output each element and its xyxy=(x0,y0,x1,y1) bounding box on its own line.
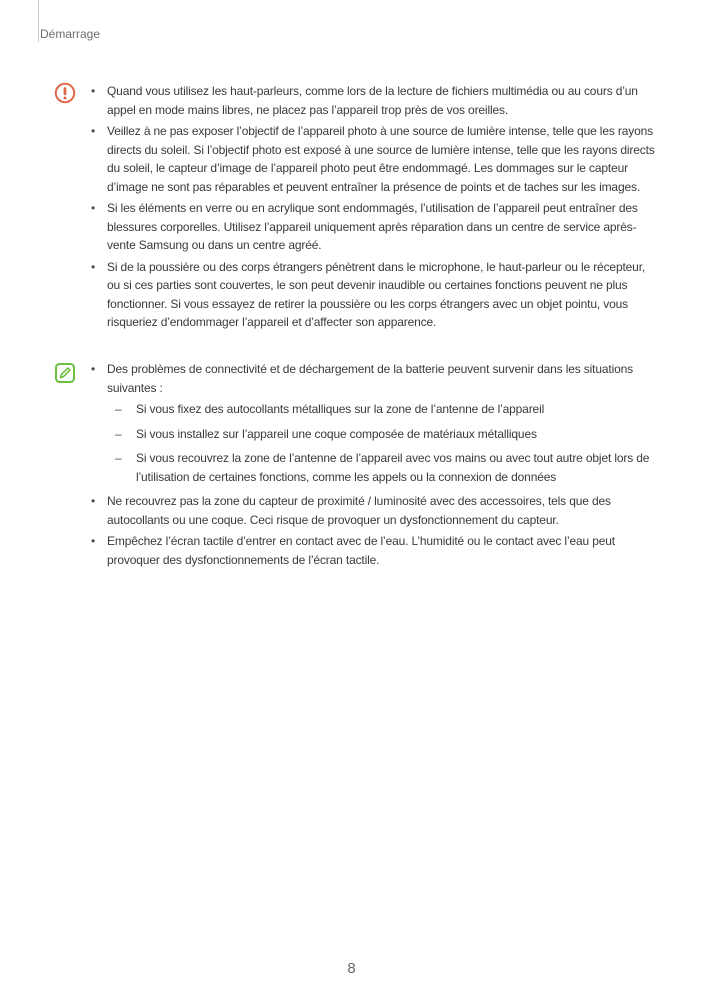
note-subitem: – Si vous recouvrez la zone de l’antenne de l’appareil avec vos mains ou avec tout autre objet lors de l’utilisation de certaines fonctions, comme les appels ou la connexion de données xyxy=(107,449,655,486)
header-rule xyxy=(38,0,39,42)
note-item: • Ne recouvrez pas la zone du capteur de proximité / luminosité avec des accessoires, tels que des autocollants ou une coque. Ceci risque de provoquer un dysfonctionnement du capteur. xyxy=(107,492,655,529)
note-subitem: – Si vous installez sur l’appareil une coque composée de matériaux métalliques xyxy=(107,425,655,444)
page-number: 8 xyxy=(347,960,356,977)
caution-exclamation-icon xyxy=(54,82,76,104)
caution-item: • Si de la poussière ou des corps étrangers pénètrent dans le microphone, le haut-parleur ou le récepteur, ou si ces parties sont couvertes, le son peut devenir inaudible ou certaines fonctions peuvent ne plus fonctionner. Si vous essayez de retirer la poussière ou les corps étrangers avec un objet pointu, vous risqueriez d’endommager l’appareil et d’affecter son apparence. xyxy=(107,258,655,332)
caution-item: • Veillez à ne pas exposer l’objectif de l’appareil photo à une source de lumière intense, telle que les rayons directs du soleil. Si l’objectif photo est exposé à une source de lumière intense, telle que les rayons directs du soleil, le capteur d’image de l’appareil photo peut être endommagé. Les dommages sur le capteur d’image ne sont pas réparables et peuvent entraîner la présence de points et de taches sur les images. xyxy=(107,122,655,196)
note-item xyxy=(107,360,655,486)
caution-item: • Si les éléments en verre ou en acrylique sont endommagés, l’utilisation de l’appareil peut entraîner des blessures corporelles. Utilisez l’appareil uniquement après réparation dans un centre de service après-vente Samsung ou dans un centre agréé. xyxy=(107,199,655,255)
note-item: • Empêchez l’écran tactile d’entrer en contact avec de l’eau. L’humidité ou le contact avec l’eau peut provoquer des dysfonctionnements de l’écran tactile. xyxy=(107,532,655,569)
note-list xyxy=(107,360,655,572)
note-subitem: – Si vous fixez des autocollants métalliques sur la zone de l’antenne de l’appareil xyxy=(107,400,655,419)
section-title: Démarrage xyxy=(40,27,101,41)
caution-list xyxy=(107,82,655,335)
note-pencil-icon xyxy=(54,362,76,384)
caution-item: • Quand vous utilisez les haut-parleurs, comme lors de la lecture de fichiers multimédia ou au cours d’un appel en mode mains libres, ne placez pas l’appareil trop près de vos oreilles. xyxy=(107,82,655,119)
note-sublist xyxy=(107,400,655,486)
note-item-intro: Des problèmes de connectivité et de déchargement de la batterie peuvent survenir dans les situations suivantes : xyxy=(107,362,633,395)
